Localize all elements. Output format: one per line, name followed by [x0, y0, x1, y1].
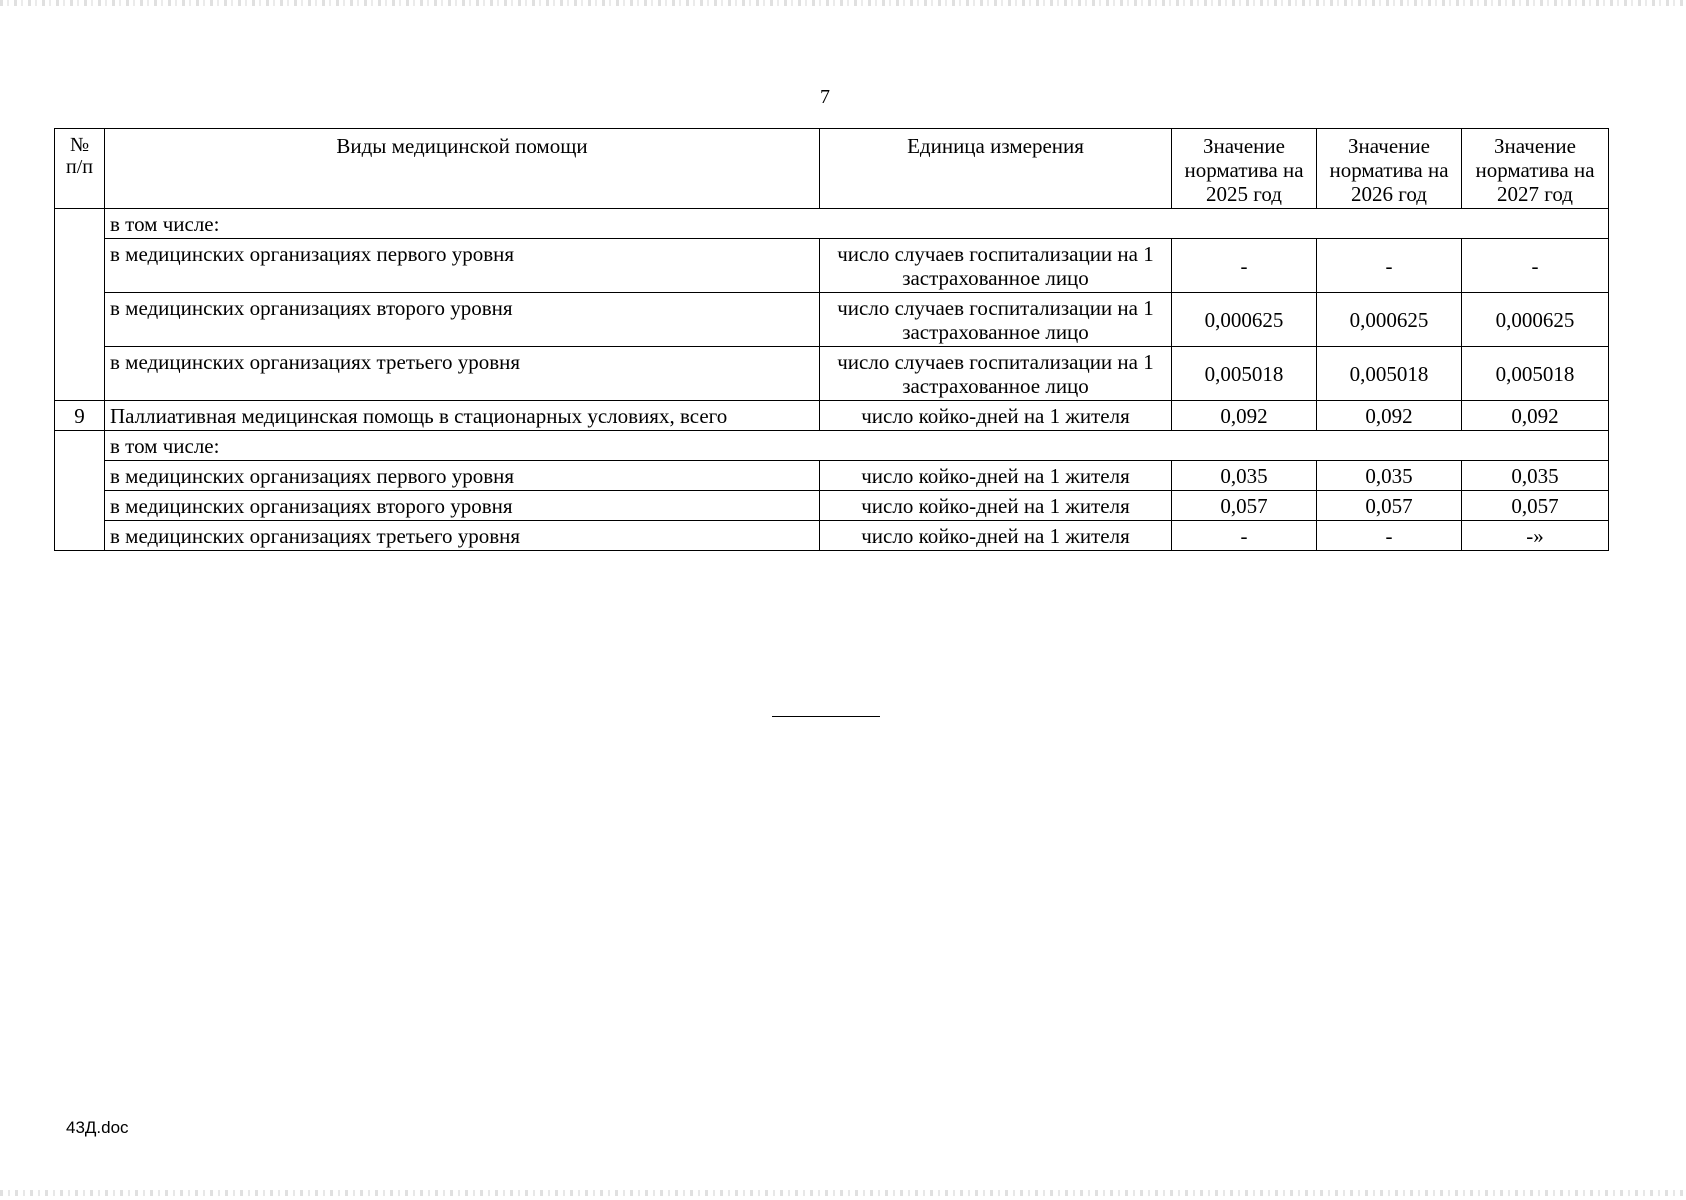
table-row: [55, 347, 1609, 401]
row-value-2027: 0,035: [1462, 461, 1609, 491]
row-name: в медицинских организациях первого уровня: [105, 239, 820, 293]
scan-edge-top: [0, 0, 1686, 6]
row-value-2027: 0,000625: [1462, 293, 1609, 347]
row-value-2026: -: [1317, 239, 1462, 293]
end-separator-line: [772, 716, 880, 717]
row-value-2027: -»: [1462, 521, 1609, 551]
table-row: [55, 293, 1609, 347]
row-value-2026: 0,035: [1317, 461, 1462, 491]
table-row: [55, 401, 1609, 431]
row-unit: число койко-дней на 1 жителя: [820, 491, 1172, 521]
row-value-2025: 0,057: [1172, 491, 1317, 521]
row-value-2025: -: [1172, 521, 1317, 551]
row-num-cell: 9: [55, 401, 105, 431]
row-name: в медицинских организациях третьего уровня: [105, 347, 820, 401]
row-value-2026: -: [1317, 521, 1462, 551]
row-subheading: в том числе:: [105, 431, 1609, 461]
row-value-2025: 0,000625: [1172, 293, 1317, 347]
row-name: в медицинских организациях второго уровня: [105, 293, 820, 347]
row-name: Паллиативная медицинская помощь в стационарных условиях, всего: [105, 401, 820, 431]
row-name: в медицинских организациях первого уровня: [105, 461, 820, 491]
table-row: [55, 209, 1609, 239]
table-row: [55, 521, 1609, 551]
row-value-2027: 0,092: [1462, 401, 1609, 431]
header-num-abbr: п/п: [66, 156, 93, 178]
row-unit: число случаев госпитализации на 1 застрахованное лицо: [820, 347, 1172, 401]
header-care-type: Виды медицинской помощи: [105, 129, 820, 209]
row-name: в медицинских организациях второго уровня: [105, 491, 820, 521]
row-value-2025: 0,092: [1172, 401, 1317, 431]
row-subheading: в том числе:: [105, 209, 1609, 239]
scan-edge-bottom: [0, 1190, 1686, 1196]
row-value-2025: 0,035: [1172, 461, 1317, 491]
header-unit: Единица измерения: [820, 129, 1172, 209]
header-value-2025: Значение норматива на 2025 год: [1172, 129, 1317, 209]
row-name: в медицинских организациях третьего уровня: [105, 521, 820, 551]
norms-table: [54, 128, 1609, 551]
row-unit: число койко-дней на 1 жителя: [820, 461, 1172, 491]
row-value-2027: 0,057: [1462, 491, 1609, 521]
row-value-2026: 0,000625: [1317, 293, 1462, 347]
header-num: [55, 129, 105, 209]
row-unit: число койко-дней на 1 жителя: [820, 521, 1172, 551]
header-value-2026: Значение норматива на 2026 год: [1317, 129, 1462, 209]
table-row: [55, 431, 1609, 461]
row-num-cell: [55, 209, 105, 401]
table-row: [55, 491, 1609, 521]
table-header-row: [55, 129, 1609, 209]
footer-filename: 43Д.doc: [66, 1118, 129, 1137]
row-value-2027: 0,005018: [1462, 347, 1609, 401]
row-value-2026: 0,057: [1317, 491, 1462, 521]
header-num-symbol: №: [69, 134, 90, 156]
header-value-2027: Значение норматива на 2027 год: [1462, 129, 1609, 209]
row-value-2026: 0,092: [1317, 401, 1462, 431]
table-row: [55, 461, 1609, 491]
row-unit: число случаев госпитализации на 1 застрахованное лицо: [820, 239, 1172, 293]
row-unit: число койко-дней на 1 жителя: [820, 401, 1172, 431]
row-value-2025: 0,005018: [1172, 347, 1317, 401]
row-value-2027: -: [1462, 239, 1609, 293]
row-value-2025: -: [1172, 239, 1317, 293]
row-num-cell: [55, 431, 105, 551]
row-value-2026: 0,005018: [1317, 347, 1462, 401]
page-number: 7: [820, 86, 830, 108]
table-row: [55, 239, 1609, 293]
row-unit: число случаев госпитализации на 1 застрахованное лицо: [820, 293, 1172, 347]
